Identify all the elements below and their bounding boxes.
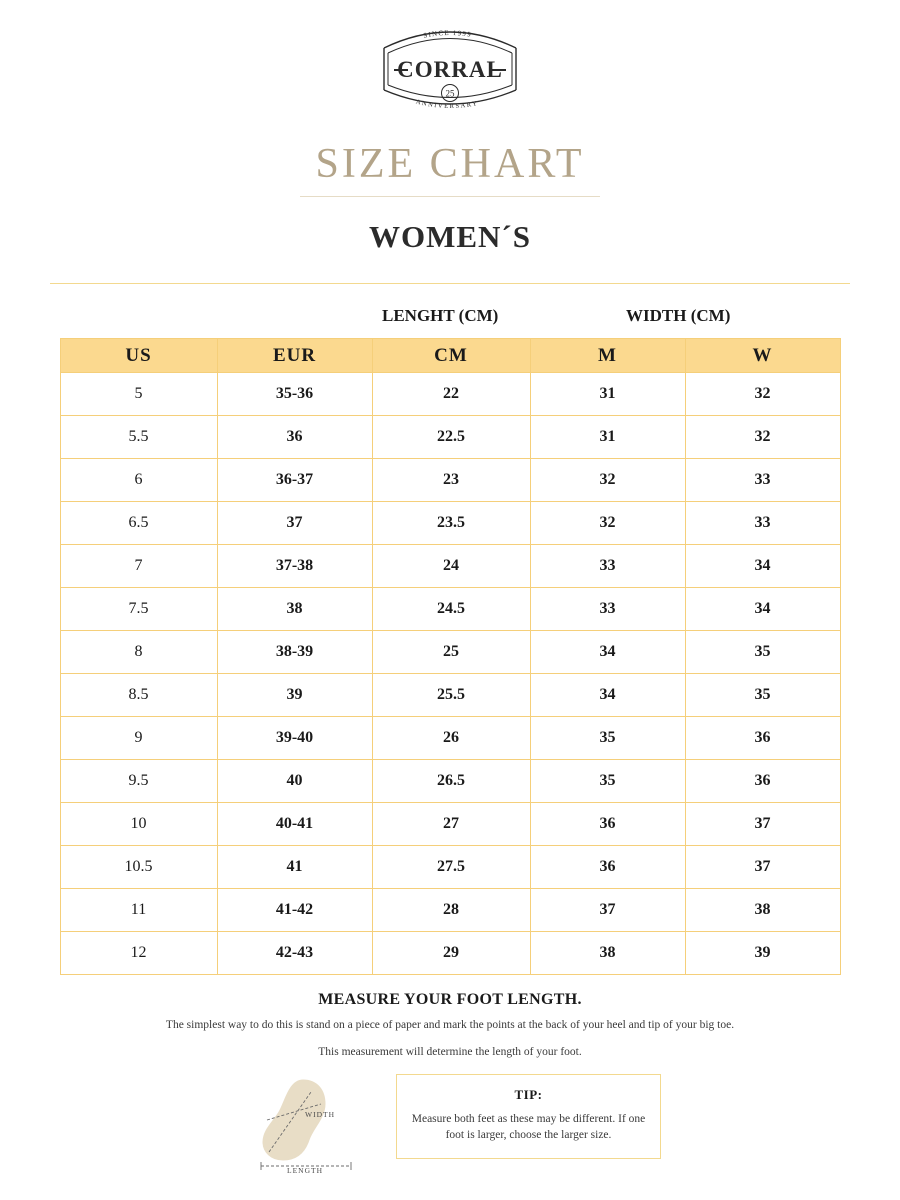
cell-w: 38 xyxy=(685,889,840,932)
cell-eur: 36-37 xyxy=(217,459,372,502)
cell-eur: 37 xyxy=(217,502,372,545)
cell-m: 32 xyxy=(530,502,685,545)
brand-logo-container xyxy=(0,0,900,122)
table-row xyxy=(60,717,840,760)
table-row xyxy=(60,631,840,674)
cell-w: 37 xyxy=(685,803,840,846)
cell-us: 10 xyxy=(60,803,217,846)
cell-eur: 39-40 xyxy=(217,717,372,760)
table-row xyxy=(60,545,840,588)
cell-eur: 40 xyxy=(217,760,372,803)
corral-logo xyxy=(370,14,530,122)
cell-w: 39 xyxy=(685,932,840,975)
table-row xyxy=(60,760,840,803)
cell-w: 34 xyxy=(685,545,840,588)
cell-m: 31 xyxy=(530,416,685,459)
cell-m: 33 xyxy=(530,545,685,588)
cell-w: 33 xyxy=(685,459,840,502)
cell-us: 11 xyxy=(60,889,217,932)
cell-cm: 24 xyxy=(372,545,530,588)
cell-us: 7 xyxy=(60,545,217,588)
table-row xyxy=(60,846,840,889)
logo-badge-number: 25 xyxy=(445,88,455,99)
tip-box xyxy=(396,1074,661,1159)
cell-us: 6 xyxy=(60,459,217,502)
cell-m: 37 xyxy=(530,889,685,932)
cell-eur: 36 xyxy=(217,416,372,459)
foot-diagram xyxy=(239,1074,374,1174)
cell-m: 34 xyxy=(530,631,685,674)
tip-title: TIP: xyxy=(514,1086,543,1102)
cell-cm: 25 xyxy=(372,631,530,674)
cell-cm: 23.5 xyxy=(372,502,530,545)
cell-cm: 27 xyxy=(372,803,530,846)
cell-eur: 41-42 xyxy=(217,889,372,932)
tip-text: Measure both feet as these may be different. If one foot is larger, choose the larger size. xyxy=(411,1112,646,1142)
measure-heading: MEASURE YOUR FOOT LENGTH. xyxy=(318,991,582,1008)
cell-m: 31 xyxy=(530,373,685,416)
cell-m: 38 xyxy=(530,932,685,975)
cell-m: 36 xyxy=(530,803,685,846)
group-header-width: WIDTH (CM) xyxy=(626,306,731,325)
cell-w: 33 xyxy=(685,502,840,545)
cell-cm: 25.5 xyxy=(372,674,530,717)
svg-text:ANNIVERSARY xyxy=(415,98,479,110)
table-row xyxy=(60,588,840,631)
cell-us: 5.5 xyxy=(60,416,217,459)
size-chart-table xyxy=(60,338,841,975)
column-header-cm: CM xyxy=(372,339,530,373)
cell-cm: 26 xyxy=(372,717,530,760)
footer-bottom-row xyxy=(0,1074,900,1174)
cell-eur: 35-36 xyxy=(217,373,372,416)
column-header-m: M xyxy=(530,339,685,373)
cell-eur: 39 xyxy=(217,674,372,717)
table-row xyxy=(60,803,840,846)
logo-anniversary-text: ANNIVERSARY xyxy=(415,98,480,111)
cell-cm: 24.5 xyxy=(372,588,530,631)
cell-us: 12 xyxy=(60,932,217,975)
title-divider xyxy=(300,196,600,197)
measure-description: The simplest way to do this is stand on a piece of paper and mark the points at the back of your heel and tip of your big toe. xyxy=(165,1019,735,1031)
measure-description-secondary: This measurement will determine the length of your foot. xyxy=(318,1045,582,1058)
logo-brand-text: CORRAL xyxy=(397,57,503,82)
cell-us: 8.5 xyxy=(60,674,217,717)
cell-eur: 38 xyxy=(217,588,372,631)
column-header-us: US xyxy=(60,339,217,373)
cell-eur: 40-41 xyxy=(217,803,372,846)
cell-m: 34 xyxy=(530,674,685,717)
cell-cm: 28 xyxy=(372,889,530,932)
table-body xyxy=(60,373,840,975)
cell-cm: 23 xyxy=(372,459,530,502)
cell-m: 35 xyxy=(530,760,685,803)
cell-m: 35 xyxy=(530,717,685,760)
cell-us: 10.5 xyxy=(60,846,217,889)
logo-since-text: SINCE 1999 xyxy=(422,28,473,40)
cell-eur: 42-43 xyxy=(217,932,372,975)
table-row xyxy=(60,889,840,932)
cell-eur: 38-39 xyxy=(217,631,372,674)
cell-cm: 22.5 xyxy=(372,416,530,459)
cell-cm: 29 xyxy=(372,932,530,975)
cell-us: 8 xyxy=(60,631,217,674)
cell-cm: 27.5 xyxy=(372,846,530,889)
table-row xyxy=(60,932,840,975)
page-title: SIZE CHART xyxy=(315,141,585,187)
cell-w: 37 xyxy=(685,846,840,889)
cell-us: 6.5 xyxy=(60,502,217,545)
page-subtitle: WOMEN´S xyxy=(369,219,531,254)
cell-us: 5 xyxy=(60,373,217,416)
cell-w: 35 xyxy=(685,674,840,717)
cell-eur: 37-38 xyxy=(217,545,372,588)
cell-w: 36 xyxy=(685,717,840,760)
table-row xyxy=(60,373,840,416)
table-row xyxy=(60,674,840,717)
cell-us: 7.5 xyxy=(60,588,217,631)
cell-w: 35 xyxy=(685,631,840,674)
cell-w: 32 xyxy=(685,373,840,416)
column-header-eur: EUR xyxy=(217,339,372,373)
cell-m: 33 xyxy=(530,588,685,631)
cell-cm: 26.5 xyxy=(372,760,530,803)
cell-m: 36 xyxy=(530,846,685,889)
diagram-width-label: WIDTH xyxy=(305,1109,335,1119)
cell-w: 36 xyxy=(685,760,840,803)
table-row xyxy=(60,459,840,502)
column-header-w: W xyxy=(685,339,840,373)
table-row xyxy=(60,416,840,459)
cell-eur: 41 xyxy=(217,846,372,889)
cell-w: 32 xyxy=(685,416,840,459)
cell-cm: 22 xyxy=(372,373,530,416)
cell-m: 32 xyxy=(530,459,685,502)
table-row xyxy=(60,502,840,545)
gold-divider xyxy=(50,283,850,284)
group-header-length: LENGHT (CM) xyxy=(382,306,499,325)
table-group-headers xyxy=(60,306,840,328)
cell-w: 34 xyxy=(685,588,840,631)
cell-us: 9.5 xyxy=(60,760,217,803)
diagram-length-label: LENGTH xyxy=(287,1165,323,1175)
table-header-row xyxy=(60,339,840,373)
cell-us: 9 xyxy=(60,717,217,760)
